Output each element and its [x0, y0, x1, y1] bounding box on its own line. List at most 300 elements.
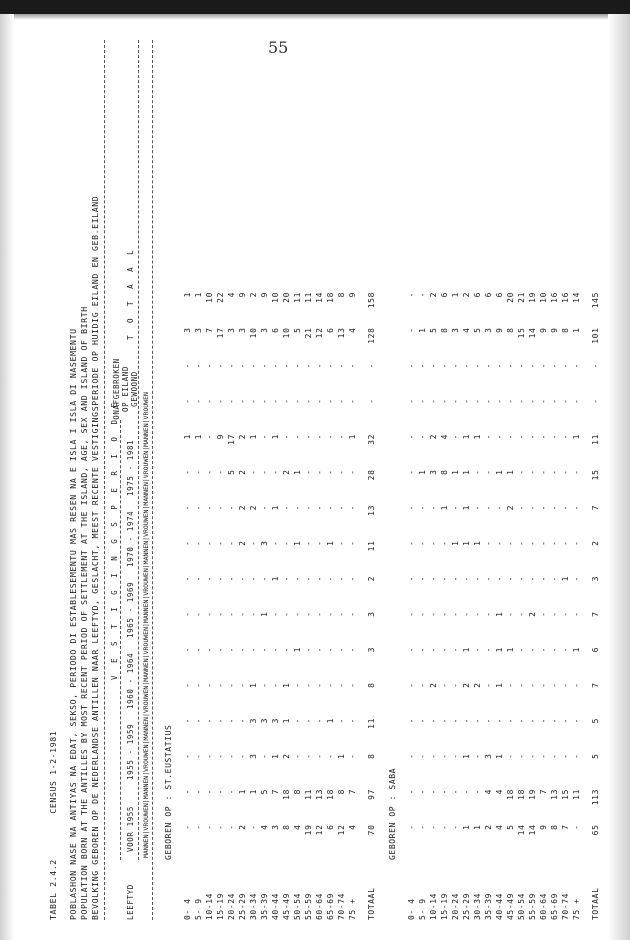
cell: 1 [293, 540, 302, 546]
cell: - [506, 718, 515, 724]
cell: 1 [183, 434, 192, 440]
cell: - [429, 647, 438, 653]
cell: 2 [429, 434, 438, 440]
cell: - [550, 753, 559, 759]
cell: 15 [517, 327, 526, 339]
cell: - [407, 540, 416, 546]
cell: 14 [572, 292, 581, 303]
cell: - [293, 611, 302, 617]
cell: 8 [282, 824, 291, 830]
cell: - [227, 505, 236, 511]
cell: - [304, 576, 313, 582]
cell: - [539, 611, 548, 617]
cell: - [440, 682, 449, 688]
cell: - [282, 505, 291, 511]
cell: - [418, 540, 427, 546]
cell: 7 [539, 789, 548, 795]
cell: 1 [271, 434, 280, 440]
age-group: 70-74 [337, 892, 346, 920]
cell: - [293, 398, 302, 404]
cell: 12 [337, 824, 346, 836]
cell: 7 [271, 789, 280, 795]
cell: - [337, 718, 346, 724]
cell: - [429, 789, 438, 795]
cell: - [440, 398, 449, 404]
cell: 2 [282, 753, 291, 759]
cell: - [539, 363, 548, 369]
cell: - [407, 682, 416, 688]
cell: 1 [194, 434, 203, 440]
age-group: 20-24 [451, 892, 460, 920]
cell: - [227, 753, 236, 759]
cell: - [238, 682, 247, 688]
cell: - [315, 363, 324, 369]
cell: - [315, 540, 324, 546]
cell: - [205, 469, 214, 475]
cell: - [418, 718, 427, 724]
cell: - [337, 647, 346, 653]
cell: 13 [550, 789, 559, 800]
cell: 5 [506, 824, 515, 830]
cell: 1 [348, 434, 357, 440]
age-group: 0- 4 [407, 898, 416, 920]
total-cell: 11 [367, 718, 376, 729]
cell: 18 [326, 789, 335, 800]
cell: 1 [462, 505, 471, 511]
cell: - [337, 540, 346, 546]
cell: 2 [238, 469, 247, 475]
cell: - [260, 753, 269, 759]
cell: - [550, 718, 559, 724]
cell: 4 [293, 824, 302, 830]
cell: 1 [282, 718, 291, 724]
period-header: 1960 - 1964 [126, 652, 135, 709]
cell: 11 [304, 789, 313, 800]
cell: - [216, 505, 225, 511]
page-number: 55 [268, 38, 289, 57]
cell: - [528, 505, 537, 511]
cell: - [528, 718, 537, 724]
cell: - [484, 540, 493, 546]
table-row [549, 292, 560, 920]
table-row [336, 292, 347, 920]
cell: - [484, 682, 493, 688]
cell: 1 [337, 753, 346, 759]
cell: - [572, 824, 581, 830]
cell: - [539, 576, 548, 582]
cell: 3 [271, 718, 280, 724]
table-row [193, 292, 204, 920]
cell: - [315, 434, 324, 440]
cell: - [528, 753, 537, 759]
cell: - [429, 824, 438, 830]
cell: 2 [238, 540, 247, 546]
cell: 6 [271, 327, 280, 333]
cell: - [194, 789, 203, 795]
cell: - [539, 718, 548, 724]
cell: 1 [451, 469, 460, 475]
cell: - [451, 824, 460, 830]
table-id: TABEL 2.4.2 [48, 859, 58, 920]
age-group: 60-64 [539, 892, 548, 920]
cell: - [183, 469, 192, 475]
age-group: 75 + [348, 898, 357, 920]
cell: - [216, 682, 225, 688]
cell: - [337, 363, 346, 369]
table-st-eustatius [182, 292, 377, 920]
cell: 4 [348, 824, 357, 830]
table-row [560, 292, 571, 920]
table-row [472, 292, 483, 920]
cell: 2 [282, 469, 291, 475]
cell: - [473, 611, 482, 617]
cell: - [260, 682, 269, 688]
cell: - [205, 824, 214, 830]
cell: - [271, 363, 280, 369]
cell: - [506, 398, 515, 404]
cell: - [205, 363, 214, 369]
cell: 1 [249, 682, 258, 688]
period-header: VOOR 1955 [126, 805, 135, 852]
cell: - [315, 576, 324, 582]
cell: 1 [440, 505, 449, 511]
cell: 17 [216, 327, 225, 339]
cell: 1 [561, 576, 570, 582]
cell: 1 [326, 718, 335, 724]
cell: - [495, 718, 504, 724]
cell: - [293, 753, 302, 759]
age-group: 65-69 [326, 892, 335, 920]
cell: - [216, 753, 225, 759]
cell: - [216, 469, 225, 475]
cell: - [550, 611, 559, 617]
cell: 4 [440, 434, 449, 440]
cell: - [506, 540, 515, 546]
cell: 3 [260, 718, 269, 724]
cell: 5 [473, 327, 482, 333]
total-cell: 145 [591, 292, 600, 309]
cell: - [506, 434, 515, 440]
cell: 9 [238, 292, 247, 298]
cell: - [473, 469, 482, 475]
cell: - [227, 789, 236, 795]
cell: 2 [249, 505, 258, 511]
cell: 6 [495, 292, 504, 298]
cell: - [495, 434, 504, 440]
table-row [406, 292, 417, 920]
cell: - [440, 611, 449, 617]
cell: - [183, 753, 192, 759]
age-group: 25-29 [238, 892, 247, 920]
cell: - [282, 363, 291, 369]
cell: - [194, 576, 203, 582]
table-row [303, 292, 314, 920]
cell: - [205, 576, 214, 582]
cell: - [315, 469, 324, 475]
cell: - [304, 505, 313, 511]
cell: 6 [326, 824, 335, 830]
cell: - [495, 540, 504, 546]
cell: - [205, 789, 214, 795]
period-header: 1965 - 1969 [126, 581, 135, 638]
cell: - [407, 611, 416, 617]
cell: 16 [561, 292, 570, 303]
cell: 18 [517, 789, 526, 800]
total-cell: 15 [591, 469, 600, 481]
table-row [538, 292, 549, 920]
cell: - [348, 753, 357, 759]
cell: - [315, 718, 324, 724]
cell: - [429, 540, 438, 546]
cell: - [528, 647, 537, 653]
cell: - [249, 363, 258, 369]
cell: - [205, 647, 214, 653]
cell: 4 [462, 327, 471, 333]
cell: 3 [260, 540, 269, 546]
cell: - [216, 363, 225, 369]
cell: - [216, 576, 225, 582]
cell: - [183, 505, 192, 511]
table-row [571, 292, 582, 920]
cell: - [348, 718, 357, 724]
cell: - [304, 540, 313, 546]
cell: - [315, 753, 324, 759]
cell: - [440, 647, 449, 653]
cell: - [418, 682, 427, 688]
cell: - [348, 540, 357, 546]
cell: - [451, 398, 460, 404]
sex-header-row: MANNEN|VROUWEN|MANNEN|VROUWEN|MANNEN|VROUWEN|MANNEN|VROUWEN|MANNEN|VROUWEN|MANNEN|VROUWEN|MANNEN|VROUWEN|MANNEN|VROUWEN [142, 392, 150, 858]
cell: - [227, 363, 236, 369]
age-group: 45-49 [282, 892, 291, 920]
age-group: 60-64 [315, 892, 324, 920]
cell: 9 [260, 292, 269, 298]
age-group: 50-54 [517, 892, 526, 920]
cell: - [194, 469, 203, 475]
cell: - [227, 611, 236, 617]
cell: - [528, 434, 537, 440]
cell: 1 [473, 540, 482, 546]
cell: - [227, 576, 236, 582]
cell: 1 [451, 540, 460, 546]
cell: - [473, 647, 482, 653]
cell: 3 [249, 753, 258, 759]
cell: - [183, 363, 192, 369]
cell: 9 [495, 327, 504, 333]
age-group: 25-29 [462, 892, 471, 920]
cell: - [337, 505, 346, 511]
table-row [237, 292, 248, 920]
cell: 4 [227, 292, 236, 298]
cell: - [484, 363, 493, 369]
cell: - [337, 469, 346, 475]
cell: - [407, 753, 416, 759]
cell: - [183, 540, 192, 546]
age-group: 45-49 [506, 892, 515, 920]
scan-top-edge [0, 0, 630, 14]
table-row [439, 292, 450, 920]
cell: 4 [495, 789, 504, 795]
cell: - [484, 718, 493, 724]
cell: 20 [282, 292, 291, 303]
cell: - [348, 469, 357, 475]
cell: - [407, 576, 416, 582]
total-cell: 8 [367, 753, 376, 759]
cell: 18 [326, 292, 335, 303]
cell: 3 [227, 327, 236, 333]
cell: - [407, 327, 416, 333]
table-row [483, 292, 494, 920]
cell: - [561, 753, 570, 759]
cell: - [216, 540, 225, 546]
cell: - [440, 576, 449, 582]
age-group: 15-19 [440, 892, 449, 920]
table-row [461, 292, 472, 920]
cell: 8 [337, 789, 346, 795]
cell: - [183, 576, 192, 582]
cell: - [194, 398, 203, 404]
cell: - [271, 647, 280, 653]
cell: - [440, 540, 449, 546]
total-cell: 70 [367, 824, 376, 836]
cell: 8 [293, 789, 302, 795]
cell: - [227, 647, 236, 653]
cell: 1 [462, 753, 471, 759]
total-cell: 2 [591, 540, 600, 546]
cell: - [418, 824, 427, 830]
cell: - [326, 505, 335, 511]
cell: - [451, 718, 460, 724]
table-row [347, 292, 358, 920]
cell: - [337, 576, 346, 582]
total-cell: 3 [591, 576, 600, 582]
cell: - [282, 540, 291, 546]
cell: 6 [326, 327, 335, 333]
cell: - [440, 718, 449, 724]
cell: - [304, 682, 313, 688]
cell: - [528, 398, 537, 404]
cell: 1 [462, 824, 471, 830]
table-row [281, 292, 292, 920]
cell: - [205, 434, 214, 440]
cell: - [440, 753, 449, 759]
total-cell: - [367, 398, 376, 404]
cell: 11 [304, 292, 313, 303]
table-row [182, 292, 193, 920]
cell: - [249, 398, 258, 404]
cell: 4 [495, 824, 504, 830]
cell: - [348, 611, 357, 617]
age-group: 5- 9 [194, 898, 203, 920]
cell: 14 [315, 292, 324, 303]
cell: 6 [473, 292, 482, 298]
cell: 11 [572, 789, 581, 800]
cell: - [572, 611, 581, 617]
cell: - [271, 398, 280, 404]
total-cell: 3 [367, 647, 376, 653]
section-title-saba: GEBOREN OP : SABA [388, 767, 397, 860]
rule [138, 40, 139, 860]
cell: - [227, 682, 236, 688]
age-group: 10-14 [429, 892, 438, 920]
cell: 1 [495, 753, 504, 759]
table-row [270, 292, 281, 920]
cell: - [407, 469, 416, 475]
cell: - [451, 682, 460, 688]
cell: - [462, 718, 471, 724]
age-group: 75 + [572, 898, 581, 920]
cell: - [293, 682, 302, 688]
cell: - [418, 647, 427, 653]
age-group: 35-39 [484, 892, 493, 920]
cell: 1 [271, 505, 280, 511]
age-group: 55-59 [528, 892, 537, 920]
cell: - [506, 363, 515, 369]
cell: - [517, 434, 526, 440]
cell: - [506, 611, 515, 617]
cell: - [304, 753, 313, 759]
cell: 13 [315, 789, 324, 800]
age-group: 15-19 [216, 892, 225, 920]
cell: - [315, 682, 324, 688]
age-group: 5- 9 [418, 898, 427, 920]
cell: - [462, 363, 471, 369]
cell: - [183, 398, 192, 404]
cell: - [293, 718, 302, 724]
cell: 1 [572, 327, 581, 333]
cell: 20 [506, 292, 515, 303]
cell: - [473, 576, 482, 582]
cell: 19 [304, 824, 313, 836]
cell: - [315, 505, 324, 511]
table-row [516, 292, 527, 920]
cell: - [418, 753, 427, 759]
cell: - [484, 434, 493, 440]
cell: - [418, 398, 427, 404]
cell: 1 [293, 469, 302, 475]
cell: 1 [293, 647, 302, 653]
cell: 21 [304, 327, 313, 339]
scan-right-shadow [608, 14, 630, 940]
cell: 5 [227, 469, 236, 475]
cell: - [227, 540, 236, 546]
cell: - [528, 469, 537, 475]
total-label: TOTAAL [367, 887, 376, 920]
cell: - [205, 682, 214, 688]
cell: - [429, 611, 438, 617]
cell: - [326, 434, 335, 440]
total-cell: 6 [591, 647, 600, 653]
cell: - [260, 505, 269, 511]
cell: - [183, 682, 192, 688]
total-cell: 97 [367, 789, 376, 800]
cell: - [337, 398, 346, 404]
cell: - [473, 505, 482, 511]
cell: - [572, 753, 581, 759]
cell: - [517, 611, 526, 617]
total-cell: 28 [367, 469, 376, 481]
cell: - [495, 398, 504, 404]
cell: - [326, 398, 335, 404]
cell: - [315, 611, 324, 617]
rotated-table-page [40, 40, 600, 920]
cell: - [429, 718, 438, 724]
period-group-header: V E S T I G I N G S P E R I O D E [110, 398, 119, 680]
cell: 21 [517, 292, 526, 303]
cell: 2 [462, 292, 471, 298]
total-cell: 128 [367, 327, 376, 344]
cell: - [238, 753, 247, 759]
